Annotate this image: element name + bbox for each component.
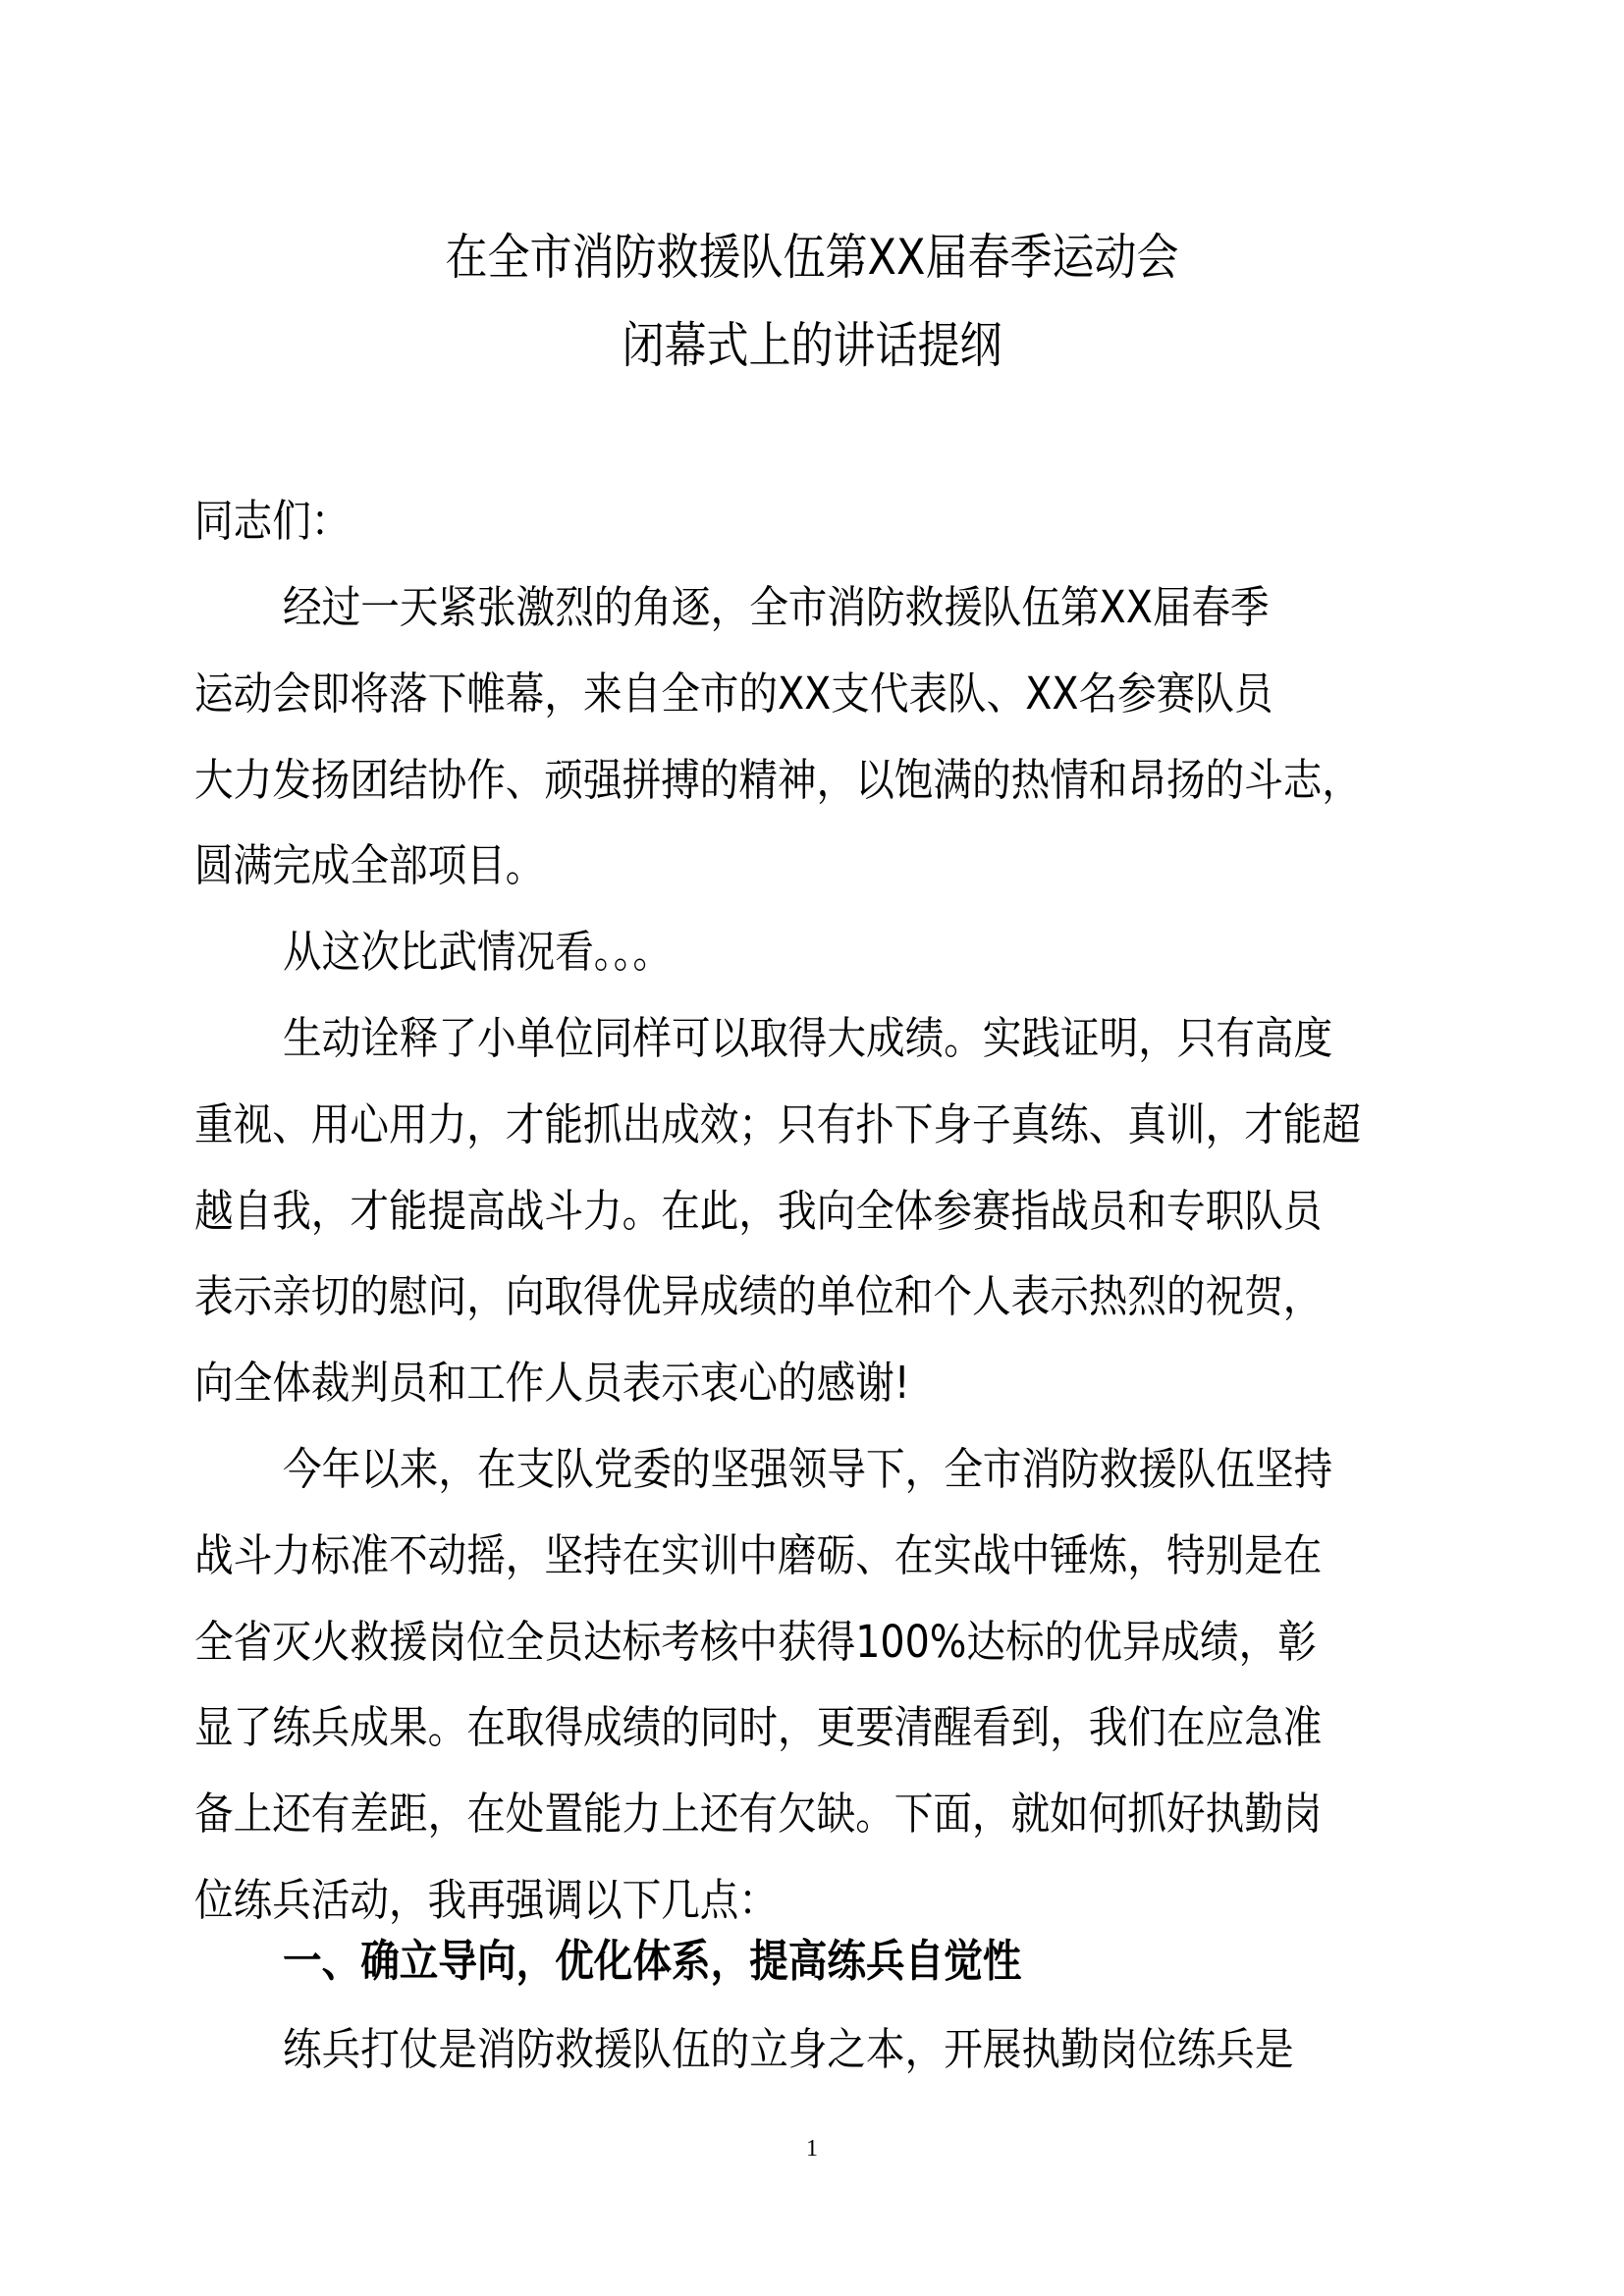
body-line: 圆满完成全部项目。 [194, 839, 545, 891]
document-title-line-1: 在全市消防救援队伍第XX届春季运动会 [445, 229, 1179, 286]
body-line: 显了练兵成果。在取得成绩的同时，更要清醒看到，我们在应急准 [194, 1701, 1323, 1753]
body-line: 向全体裁判员和工作人员表示衷心的感谢! [194, 1357, 910, 1409]
body-line: 备上还有差距，在处置能力上还有欠缺。下面，就如何抓好执勤岗 [194, 1788, 1323, 1840]
body-line: 重视、用心用力，才能抓出成效；只有扑下身子真练、真训，才能超 [194, 1098, 1362, 1150]
page-number: 1 [806, 2136, 818, 2162]
document-title-line-2: 闭幕式上的讲话提纲 [622, 317, 1002, 374]
body-line: 大力发扬团结协作、顽强拼搏的精神，以饱满的热情和昂扬的斗志， [194, 754, 1362, 806]
body-line: 运动会即将落下帷幕，来自全市的XX支代表队、XX名参赛队员 [194, 667, 1273, 720]
body-line: 练兵打仗是消防救援队伍的立身之本，开展执勤岗位练兵是 [283, 2023, 1294, 2075]
body-line: 全省灭火救援岗位全员达标考核中获得100%达标的优异成绩，彰 [194, 1616, 1317, 1668]
body-line: 从这次比武情况看。。。 [283, 926, 673, 978]
body-line: 经过一天紧张激烈的角逐，全市消防救援队伍第XX届春季 [283, 581, 1270, 633]
body-line: 今年以来，在支队党委的坚强领导下，全市消防救援队伍坚持 [283, 1443, 1333, 1495]
salutation: 同志们： [194, 495, 351, 547]
body-line: 位练兵活动，我再强调以下几点： [194, 1874, 779, 1926]
body-line: 越自我，才能提高战斗力。在此，我向全体参赛指战员和专职队员 [194, 1185, 1323, 1237]
section-heading: 一、确立导向，优化体系，提高练兵自觉性 [283, 1935, 1022, 1987]
body-line: 表示亲切的慰问，向取得优异成绩的单位和个人表示热烈的祝贺， [194, 1270, 1323, 1322]
body-line: 战斗力标准不动摇，坚持在实训中磨砺、在实战中锤炼，特别是在 [194, 1529, 1323, 1581]
body-line: 生动诠释了小单位同样可以取得大成绩。实践证明，只有高度 [283, 1012, 1333, 1064]
